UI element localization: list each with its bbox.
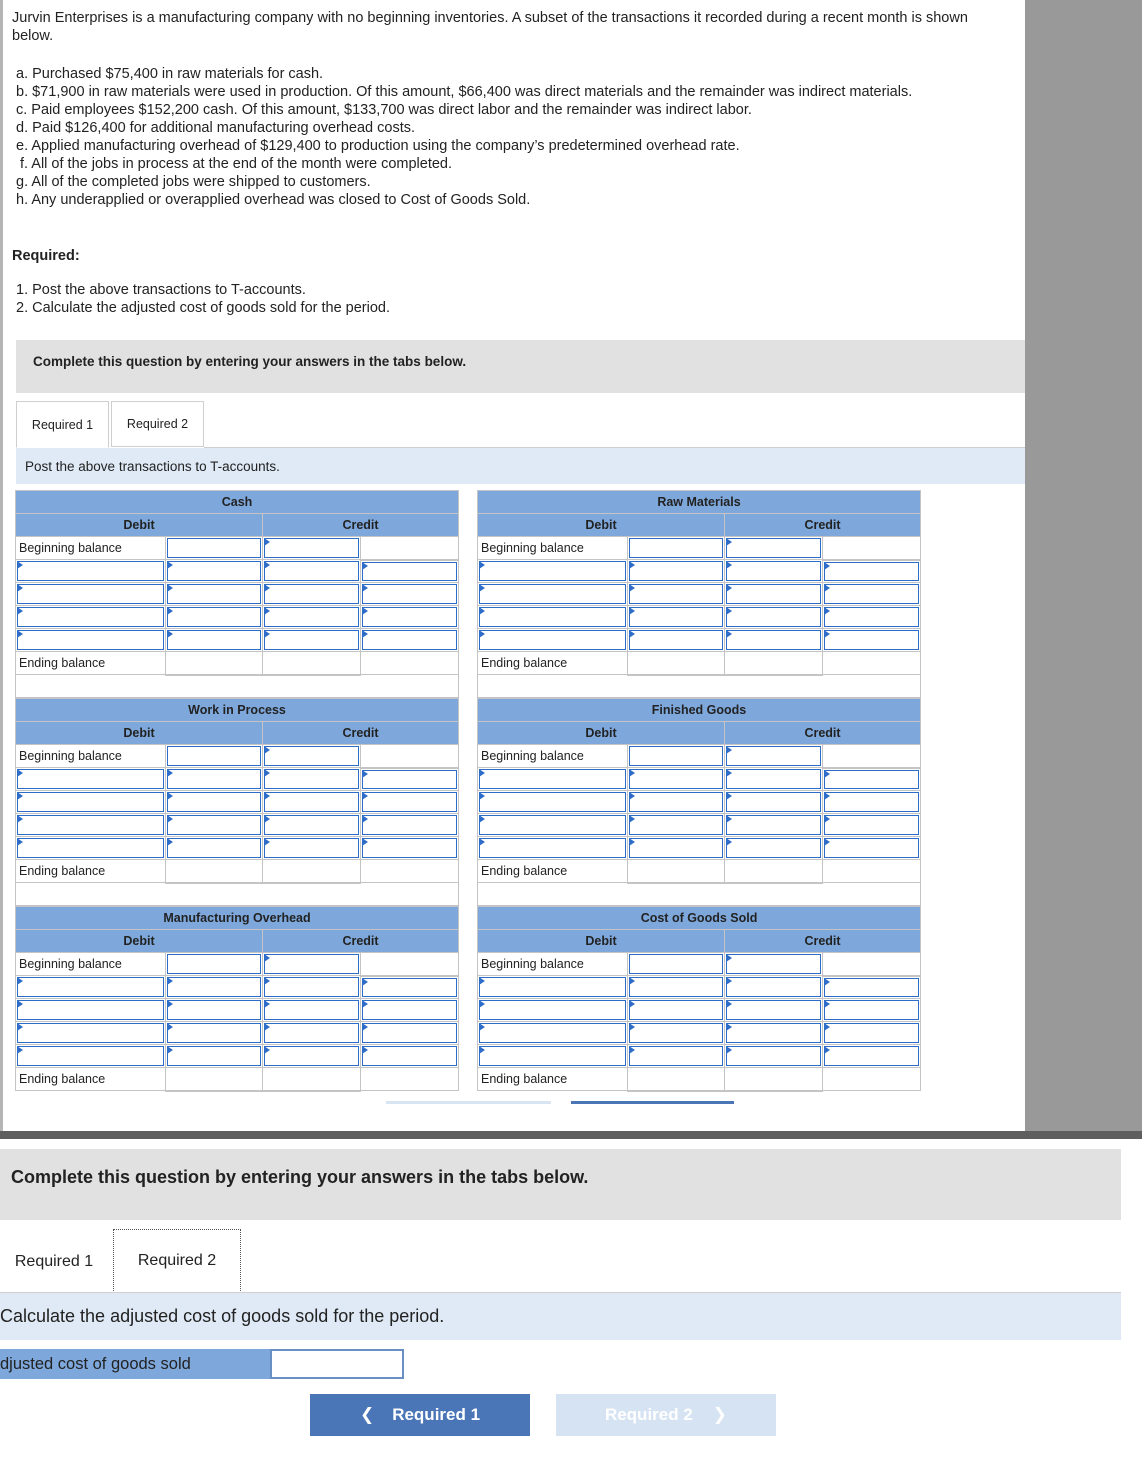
required-item-1: 1. Post the above transactions to T-accounts. bbox=[16, 282, 306, 298]
ending-balance-cell bbox=[263, 1068, 361, 1091]
debit-ref-input[interactable] bbox=[16, 768, 166, 791]
entry-row bbox=[16, 768, 459, 791]
entry-row bbox=[16, 999, 459, 1022]
entry-row bbox=[478, 606, 921, 629]
transaction-h: h. Any underapplied or overapplied overhead was closed to Cost of Goods Sold. bbox=[16, 192, 531, 208]
entry-row bbox=[16, 1045, 459, 1068]
debit-amount-input[interactable] bbox=[166, 814, 263, 837]
beginning-debit-input[interactable] bbox=[166, 537, 263, 560]
credit-amount-input[interactable] bbox=[823, 1045, 921, 1068]
ending-balance-label: Ending balance bbox=[478, 1068, 628, 1091]
ending-balance-label: Ending balance bbox=[478, 652, 628, 675]
account-title: Raw Materials bbox=[478, 491, 921, 514]
beginning-credit-label-input[interactable] bbox=[725, 537, 823, 560]
debit-ref-input[interactable] bbox=[16, 1022, 166, 1045]
tab-required-2[interactable]: Required 2 bbox=[111, 401, 204, 447]
tab2-required-1[interactable]: Required 1 bbox=[0, 1230, 108, 1294]
prev-button-label: Required 1 bbox=[392, 1405, 481, 1424]
ending-balance-cell bbox=[628, 652, 725, 675]
debit-amount-input[interactable] bbox=[628, 837, 725, 860]
scrollbar-gutter bbox=[1025, 0, 1142, 1133]
credit-amount-input[interactable] bbox=[361, 583, 459, 606]
transaction-d: d. Paid $126,400 for additional manufacturing overhead costs. bbox=[16, 120, 416, 136]
entry-row bbox=[16, 560, 459, 583]
beginning-balance-label: Beginning balance bbox=[16, 745, 166, 768]
debit-ref-input[interactable] bbox=[478, 791, 628, 814]
spacer-row bbox=[478, 883, 921, 906]
debit-amount-input[interactable] bbox=[628, 560, 725, 583]
entry-row bbox=[478, 837, 921, 860]
debit-amount-input[interactable] bbox=[166, 837, 263, 860]
entry-row bbox=[16, 791, 459, 814]
credit-amount-input[interactable] bbox=[823, 1022, 921, 1045]
debit-ref-input[interactable] bbox=[478, 976, 628, 999]
debit-amount-input[interactable] bbox=[166, 629, 263, 652]
ending-credit-cell bbox=[823, 1068, 921, 1091]
ending-credit-cell bbox=[823, 860, 921, 883]
beginning-debit-input[interactable] bbox=[166, 953, 263, 976]
beginning-balance-label: Beginning balance bbox=[478, 953, 628, 976]
credit-ref-input[interactable] bbox=[263, 606, 361, 629]
credit-ref-input[interactable] bbox=[725, 768, 823, 791]
credit-ref-input[interactable] bbox=[725, 791, 823, 814]
required-list bbox=[16, 281, 616, 317]
credit-amount-input[interactable] bbox=[823, 837, 921, 860]
credit-ref-input[interactable] bbox=[725, 814, 823, 837]
credit-ref-input[interactable] bbox=[725, 999, 823, 1022]
tab2-required-2[interactable]: Required 2 bbox=[113, 1229, 241, 1293]
beginning-credit-label-input[interactable] bbox=[725, 745, 823, 768]
credit-amount-input[interactable] bbox=[823, 999, 921, 1022]
debit-ref-input[interactable] bbox=[478, 1022, 628, 1045]
debit-ref-input[interactable] bbox=[16, 1045, 166, 1068]
debit-amount-input[interactable] bbox=[628, 1022, 725, 1045]
debit-amount-input[interactable] bbox=[628, 791, 725, 814]
debit-ref-input[interactable] bbox=[478, 560, 628, 583]
credit-ref-input[interactable] bbox=[725, 1022, 823, 1045]
debit-ref-input[interactable] bbox=[478, 1045, 628, 1068]
beginning-credit-cell bbox=[361, 537, 459, 560]
entry-row bbox=[16, 814, 459, 837]
transaction-c: c. Paid employees $152,200 cash. Of this amount, $133,700 was direct labor and the remainder was indirect labor. bbox=[16, 102, 752, 118]
t-account-manufacturing-overhead bbox=[15, 906, 459, 1092]
t-account-work-in-process bbox=[15, 698, 459, 906]
credit-ref-input[interactable] bbox=[263, 629, 361, 652]
credit-header: Credit bbox=[725, 514, 921, 537]
debit-header: Debit bbox=[16, 930, 263, 953]
debit-ref-input[interactable] bbox=[16, 976, 166, 999]
debit-amount-input[interactable] bbox=[628, 606, 725, 629]
next-button-label: Required 2 bbox=[604, 1405, 693, 1424]
credit-ref-input[interactable] bbox=[263, 583, 361, 606]
debit-ref-input[interactable] bbox=[478, 999, 628, 1022]
credit-ref-input[interactable] bbox=[263, 999, 361, 1022]
ending-balance-label: Ending balance bbox=[16, 1068, 166, 1091]
ending-balance-cell bbox=[725, 1068, 823, 1091]
beginning-balance-label: Beginning balance bbox=[16, 537, 166, 560]
beginning-credit-cell bbox=[823, 537, 921, 560]
ending-balance-cell bbox=[166, 1068, 263, 1091]
entry-row bbox=[478, 1022, 921, 1045]
credit-amount-input[interactable] bbox=[823, 606, 921, 629]
transaction-list bbox=[16, 65, 936, 209]
beginning-credit-label-input[interactable] bbox=[725, 953, 823, 976]
t-account-finished-goods bbox=[477, 698, 921, 906]
account-title: Work in Process bbox=[16, 699, 459, 722]
debit-amount-input[interactable] bbox=[628, 583, 725, 606]
debit-ref-input[interactable] bbox=[16, 999, 166, 1022]
entry-row bbox=[478, 791, 921, 814]
ending-credit-cell bbox=[361, 1068, 459, 1091]
beginning-credit-cell bbox=[823, 953, 921, 976]
debit-ref-input[interactable] bbox=[16, 814, 166, 837]
credit-ref-input[interactable] bbox=[263, 976, 361, 999]
debit-amount-input[interactable] bbox=[166, 1045, 263, 1068]
page-left-border bbox=[0, 0, 3, 1133]
debit-ref-input[interactable] bbox=[16, 629, 166, 652]
credit-ref-input[interactable] bbox=[725, 583, 823, 606]
debit-amount-input[interactable] bbox=[166, 768, 263, 791]
intro-text: Jurvin Enterprises is a manufacturing company with no beginning inventories. A subset of the transactions it recorded during a recent month is shown below. bbox=[12, 10, 968, 44]
beginning-balance-label: Beginning balance bbox=[478, 537, 628, 560]
next-required-2-button[interactable] bbox=[556, 1394, 776, 1436]
debit-amount-input[interactable] bbox=[166, 1022, 263, 1045]
entry-row bbox=[16, 976, 459, 999]
ending-balance-cell bbox=[628, 1068, 725, 1091]
beginning-credit-cell bbox=[361, 745, 459, 768]
credit-amount-input[interactable] bbox=[361, 814, 459, 837]
debit-amount-input[interactable] bbox=[166, 999, 263, 1022]
beginning-credit-label-input[interactable] bbox=[263, 537, 361, 560]
debit-ref-input[interactable] bbox=[16, 560, 166, 583]
credit-header: Credit bbox=[263, 930, 459, 953]
section1-subtitle: Post the above transactions to T-accounts. bbox=[16, 448, 1025, 484]
debit-amount-input[interactable] bbox=[628, 768, 725, 791]
entry-row bbox=[16, 1022, 459, 1045]
debit-amount-input[interactable] bbox=[166, 791, 263, 814]
beginning-debit-input[interactable] bbox=[628, 953, 725, 976]
debit-ref-input[interactable] bbox=[16, 837, 166, 860]
debit-amount-input[interactable] bbox=[166, 606, 263, 629]
problem-intro bbox=[12, 9, 972, 45]
debit-header: Debit bbox=[478, 930, 725, 953]
credit-ref-input[interactable] bbox=[725, 629, 823, 652]
credit-ref-input[interactable] bbox=[263, 814, 361, 837]
debit-header: Debit bbox=[16, 514, 263, 537]
ending-balance-cell bbox=[725, 652, 823, 675]
credit-ref-input[interactable] bbox=[725, 976, 823, 999]
debit-ref-input[interactable] bbox=[16, 791, 166, 814]
prev-required-1-button[interactable] bbox=[310, 1394, 530, 1436]
debit-amount-input[interactable] bbox=[166, 583, 263, 606]
ending-balance-cell bbox=[166, 652, 263, 675]
debit-amount-input[interactable] bbox=[628, 814, 725, 837]
credit-ref-input[interactable] bbox=[263, 1022, 361, 1045]
credit-amount-input[interactable] bbox=[823, 768, 921, 791]
chevron-right-icon: ❯ bbox=[712, 1405, 728, 1424]
debit-ref-input[interactable] bbox=[478, 837, 628, 860]
entry-row bbox=[478, 1045, 921, 1068]
ending-balance-cell bbox=[263, 860, 361, 883]
debit-ref-input[interactable] bbox=[478, 814, 628, 837]
t-account-cost-of-goods-sold bbox=[477, 906, 921, 1092]
ending-credit-cell bbox=[823, 652, 921, 675]
entry-row bbox=[478, 999, 921, 1022]
credit-amount-input[interactable] bbox=[361, 976, 459, 999]
debit-header: Debit bbox=[478, 722, 725, 745]
entry-row bbox=[478, 768, 921, 791]
credit-ref-input[interactable] bbox=[263, 560, 361, 583]
credit-ref-input[interactable] bbox=[263, 791, 361, 814]
debit-ref-input[interactable] bbox=[478, 629, 628, 652]
required-heading: Required: bbox=[12, 248, 80, 264]
debit-amount-input[interactable] bbox=[628, 999, 725, 1022]
transaction-f: f. All of the jobs in process at the end of the month were completed. bbox=[20, 156, 453, 172]
spacer-row bbox=[478, 675, 921, 698]
credit-header: Credit bbox=[263, 514, 459, 537]
credit-ref-input[interactable] bbox=[725, 560, 823, 583]
entry-row bbox=[478, 814, 921, 837]
account-title: Cash bbox=[16, 491, 459, 514]
beginning-credit-label-input[interactable] bbox=[263, 953, 361, 976]
debit-header: Debit bbox=[16, 722, 263, 745]
credit-ref-input[interactable] bbox=[263, 768, 361, 791]
ending-balance-label: Ending balance bbox=[478, 860, 628, 883]
beginning-credit-label-input[interactable] bbox=[263, 745, 361, 768]
credit-ref-input[interactable] bbox=[725, 837, 823, 860]
transaction-b: b. $71,900 in raw materials were used in production. Of this amount, $66,400 was direct materials and the remainder was indirect materials. bbox=[16, 84, 913, 100]
chevron-left-icon: ❮ bbox=[359, 1405, 375, 1424]
credit-header: Credit bbox=[725, 930, 921, 953]
ending-balance-cell bbox=[166, 860, 263, 883]
credit-ref-input[interactable] bbox=[263, 1045, 361, 1068]
entry-row bbox=[16, 629, 459, 652]
debit-amount-input[interactable] bbox=[166, 560, 263, 583]
spacer-row bbox=[16, 675, 459, 698]
entry-row bbox=[478, 583, 921, 606]
credit-amount-input[interactable] bbox=[361, 768, 459, 791]
ending-credit-cell bbox=[361, 860, 459, 883]
credit-header: Credit bbox=[725, 722, 921, 745]
entry-row bbox=[478, 560, 921, 583]
debit-header: Debit bbox=[478, 514, 725, 537]
debit-ref-input[interactable] bbox=[478, 606, 628, 629]
instruction-bar: Complete this question by entering your answers in the tabs below. bbox=[16, 340, 1025, 393]
credit-amount-input[interactable] bbox=[361, 791, 459, 814]
t-account-raw-materials bbox=[477, 490, 921, 698]
adjusted-cogs-label: djusted cost of goods sold bbox=[0, 1349, 270, 1379]
credit-amount-input[interactable] bbox=[823, 560, 921, 583]
entry-row bbox=[478, 629, 921, 652]
transaction-g: g. All of the completed jobs were shipped to customers. bbox=[16, 174, 371, 190]
credit-amount-input[interactable] bbox=[361, 560, 459, 583]
beginning-debit-input[interactable] bbox=[628, 745, 725, 768]
debit-ref-input[interactable] bbox=[16, 606, 166, 629]
section-divider bbox=[0, 1131, 1142, 1139]
t-account-cash bbox=[15, 490, 459, 698]
account-title: Finished Goods bbox=[478, 699, 921, 722]
credit-amount-input[interactable] bbox=[823, 629, 921, 652]
beginning-credit-cell bbox=[361, 953, 459, 976]
credit-amount-input[interactable] bbox=[361, 629, 459, 652]
credit-amount-input[interactable] bbox=[361, 837, 459, 860]
ending-balance-label: Ending balance bbox=[16, 652, 166, 675]
beginning-balance-label: Beginning balance bbox=[478, 745, 628, 768]
section2-subtitle: Calculate the adjusted cost of goods sold for the period. bbox=[0, 1293, 1121, 1340]
account-title: Manufacturing Overhead bbox=[16, 907, 459, 930]
scroll-indicator-left bbox=[386, 1101, 551, 1104]
debit-ref-input[interactable] bbox=[16, 583, 166, 606]
adjusted-cogs-input[interactable] bbox=[270, 1349, 404, 1379]
debit-amount-input[interactable] bbox=[166, 976, 263, 999]
credit-ref-input[interactable] bbox=[725, 1045, 823, 1068]
beginning-credit-cell bbox=[823, 745, 921, 768]
transaction-a: a. Purchased $75,400 in raw materials for cash. bbox=[16, 66, 324, 82]
credit-amount-input[interactable] bbox=[361, 999, 459, 1022]
entry-row bbox=[16, 837, 459, 860]
beginning-debit-input[interactable] bbox=[628, 537, 725, 560]
credit-amount-input[interactable] bbox=[361, 1045, 459, 1068]
credit-amount-input[interactable] bbox=[361, 606, 459, 629]
debit-ref-input[interactable] bbox=[478, 583, 628, 606]
debit-ref-input[interactable] bbox=[478, 768, 628, 791]
credit-header: Credit bbox=[263, 722, 459, 745]
beginning-debit-input[interactable] bbox=[166, 745, 263, 768]
tab-required-1[interactable]: Required 1 bbox=[16, 401, 109, 448]
credit-amount-input[interactable] bbox=[823, 791, 921, 814]
entry-row bbox=[478, 976, 921, 999]
credit-amount-input[interactable] bbox=[823, 583, 921, 606]
credit-ref-input[interactable] bbox=[725, 606, 823, 629]
ending-balance-cell bbox=[725, 860, 823, 883]
ending-balance-cell bbox=[628, 860, 725, 883]
transaction-e: e. Applied manufacturing overhead of $129,400 to production using the company’s predetermined overhead rate. bbox=[16, 138, 740, 154]
debit-amount-input[interactable] bbox=[628, 629, 725, 652]
ending-credit-cell bbox=[361, 652, 459, 675]
entry-row bbox=[16, 583, 459, 606]
debit-amount-input[interactable] bbox=[628, 976, 725, 999]
credit-ref-input[interactable] bbox=[263, 837, 361, 860]
credit-amount-input[interactable] bbox=[823, 814, 921, 837]
required-item-2: 2. Calculate the adjusted cost of goods sold for the period. bbox=[16, 300, 391, 316]
credit-amount-input[interactable] bbox=[361, 1022, 459, 1045]
ending-balance-cell bbox=[263, 652, 361, 675]
debit-amount-input[interactable] bbox=[628, 1045, 725, 1068]
entry-row bbox=[16, 606, 459, 629]
scroll-indicator-right bbox=[571, 1101, 734, 1104]
account-title: Cost of Goods Sold bbox=[478, 907, 921, 930]
beginning-balance-label: Beginning balance bbox=[16, 953, 166, 976]
instruction-bar-2: Complete this question by entering your answers in the tabs below. bbox=[0, 1149, 1121, 1220]
credit-amount-input[interactable] bbox=[823, 976, 921, 999]
ending-balance-label: Ending balance bbox=[16, 860, 166, 883]
spacer-row bbox=[16, 883, 459, 906]
